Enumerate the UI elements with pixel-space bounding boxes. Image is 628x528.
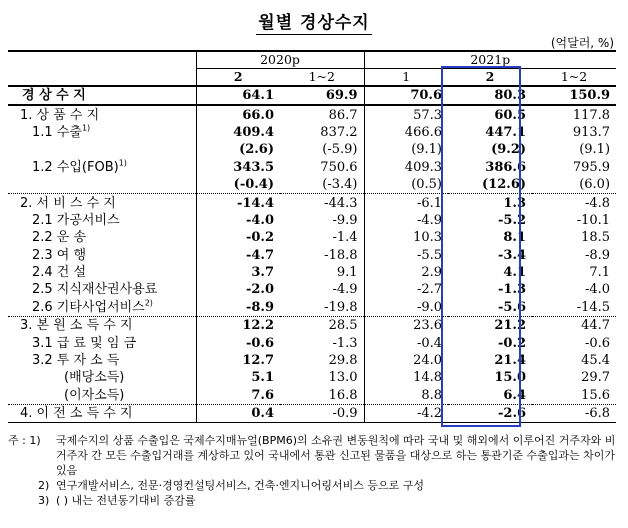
cell-value: -5.6 <box>498 299 527 315</box>
cell-value: -0.2 <box>498 335 527 351</box>
cell-value: (-3.4) <box>322 177 358 193</box>
cell-value: -0.4 <box>364 334 448 351</box>
row-label: (이자소득) <box>64 387 125 403</box>
cell-value: (9.1) <box>579 142 611 158</box>
cell-value: (-0.4) <box>196 176 280 194</box>
table-row <box>8 247 616 264</box>
cell-value: -6.1 <box>364 194 448 212</box>
footnote <box>8 478 620 493</box>
table-row <box>8 352 616 369</box>
header-row-months <box>8 69 616 87</box>
cell-value: 18.5 <box>581 230 611 246</box>
cell-value: 795.9 <box>572 159 611 175</box>
row-label: 2.2 운 송 <box>32 230 87 246</box>
cell-value: -9.9 <box>332 212 358 228</box>
cell-value: -0.2 <box>196 229 280 246</box>
cell-value: 409.3 <box>364 159 448 176</box>
table-row <box>8 176 616 194</box>
cell-value: 45.4 <box>581 353 611 369</box>
cell-value: -1.4 <box>332 230 358 246</box>
row-label: 2.4 건 설 <box>32 265 87 281</box>
col-header: 2 <box>448 69 532 87</box>
cell-value: 8.1 <box>503 230 527 246</box>
unit-label: (억달러, %) <box>550 36 614 50</box>
row-label <box>8 141 196 158</box>
footnote-text: 국제수지의 상품 수출입은 국제수지매뉴얼(BPM6)의 소유권 변동원칙에 따라 국내 및 해외에서 이루어진 거주자와 비거주자 간 모든 수출입거래를 계상하고 있어 국내에서 통관 신고된 물품을 대상으로 하는 통관기준 수출입과는 차이가 있음 <box>56 434 616 477</box>
table-row <box>8 334 616 351</box>
footnote-marker: 1) <box>81 123 91 133</box>
cell-value: -4.7 <box>196 247 280 264</box>
footnote <box>8 433 620 478</box>
footnote-key: 3) <box>38 494 50 507</box>
footnotes <box>8 433 620 508</box>
cell-value: -0.6 <box>584 335 611 351</box>
cell-value: 64.1 <box>196 86 280 105</box>
row-label: 2.5 지식재산권사용료 <box>32 282 158 298</box>
cell-value: -4.0 <box>196 212 280 229</box>
year-2021-header: 2021p <box>364 51 616 69</box>
cell-value: 80.3 <box>494 88 527 104</box>
cell-value: 12.7 <box>196 352 280 369</box>
row-label: (배당소득) <box>64 370 125 386</box>
cell-value: 837.2 <box>320 124 358 140</box>
cell-value: 8.8 <box>364 387 448 405</box>
cell-value: 3.7 <box>196 264 280 281</box>
cell-value: -0.6 <box>196 334 280 351</box>
cell-value: -9.0 <box>364 299 448 317</box>
cell-value: 6.4 <box>503 387 527 403</box>
footnote-marker: 1) <box>118 158 127 168</box>
row-label: 1. 상 품 수 지 <box>20 107 100 123</box>
cell-value: (9.1) <box>364 141 448 158</box>
table-row <box>8 281 616 298</box>
cell-value: -2.7 <box>364 281 448 298</box>
footnote-key: 2) <box>38 479 50 492</box>
cell-value: (0.5) <box>364 176 448 194</box>
cell-value: 913.7 <box>572 124 611 140</box>
cell-value: -1.3 <box>332 335 358 351</box>
table-row <box>8 86 616 105</box>
footnote-key: 주 : 1) <box>8 434 41 447</box>
table-row <box>8 387 616 405</box>
cell-value: 14.8 <box>364 369 448 386</box>
cell-value: 150.9 <box>569 88 611 104</box>
cell-value: 2.9 <box>364 264 448 281</box>
cell-value: 750.6 <box>320 159 358 175</box>
cell-value: -2.6 <box>498 406 527 422</box>
cell-value: -4.9 <box>332 282 358 298</box>
cell-value: 447.1 <box>485 124 527 140</box>
cell-value: (9.2) <box>491 142 527 158</box>
cell-value: 9.1 <box>336 265 358 281</box>
table-row <box>8 124 616 141</box>
table-row <box>8 264 616 281</box>
table-row <box>8 369 616 386</box>
cell-value: 409.4 <box>196 124 280 141</box>
current-account-table <box>8 50 616 423</box>
cell-value: (-5.9) <box>322 142 358 158</box>
table-row <box>8 229 616 246</box>
col-header: 1~2 <box>280 69 364 87</box>
cell-value: 386.6 <box>485 159 527 175</box>
cell-value: 13.0 <box>328 370 358 386</box>
cell-value: -6.8 <box>584 406 611 422</box>
col-header: 1~2 <box>532 69 616 87</box>
cell-value: 86.7 <box>328 107 358 123</box>
cell-value: -0.9 <box>332 406 358 422</box>
cell-value: -8.9 <box>196 299 280 317</box>
row-label: 3.2 투 자 소 득 <box>32 353 120 369</box>
cell-value: 21.2 <box>494 318 527 334</box>
cell-value: -1.3 <box>498 282 527 298</box>
cell-value: -18.8 <box>324 247 358 263</box>
col-header: 1 <box>364 69 448 87</box>
cell-value: 57.3 <box>364 105 448 123</box>
row-label: 3. 본 원 소 득 수 지 <box>20 318 133 334</box>
page-title: 월별 경상수지 <box>258 13 370 33</box>
cell-value: 7.1 <box>589 265 611 281</box>
cell-value: -3.4 <box>498 247 527 263</box>
cell-value: -14.5 <box>576 299 611 315</box>
cell-value: 15.0 <box>494 370 527 386</box>
cell-value: -14.4 <box>196 194 280 212</box>
row-label: 1.2 수입(FOB)$^{1)}$ <box>32 158 127 175</box>
cell-value: -4.2 <box>364 405 448 423</box>
table-row <box>8 299 616 317</box>
year-2020-header: 2020p <box>196 51 364 69</box>
cell-value: 15.6 <box>581 387 611 403</box>
cell-value: -5.5 <box>364 247 448 264</box>
cell-value: -4.8 <box>584 195 611 211</box>
cell-value: 23.6 <box>364 317 448 335</box>
row-label: 2.1 가공서비스 <box>32 212 120 228</box>
cell-value: 117.8 <box>572 107 611 123</box>
cell-value: 28.5 <box>328 318 358 334</box>
row-label: 2.6 기타사업서비스$^{2)}$ <box>32 298 153 315</box>
footnote-text: ( ) 내는 전년동기대비 증감률 <box>56 494 196 507</box>
cell-value: -19.8 <box>324 299 358 315</box>
cell-value: -4.9 <box>364 212 448 229</box>
table-row <box>8 194 616 212</box>
cell-value: 69.9 <box>325 88 358 104</box>
row-label: 4. 이 전 소 득 수 지 <box>20 406 133 422</box>
cell-value: 70.6 <box>364 86 448 105</box>
cell-value: 4.1 <box>503 265 527 281</box>
cell-value: -2.0 <box>196 281 280 298</box>
cell-value: 16.8 <box>328 387 358 403</box>
table-row <box>8 141 616 158</box>
row-label: 2.3 여 행 <box>32 247 87 263</box>
table-row <box>8 159 616 176</box>
row-label: 1.1 수출$^{1)}$ <box>32 123 91 140</box>
cell-value: (2.6) <box>196 141 280 158</box>
row-label: 경 상 수 지 <box>22 88 86 104</box>
table-row <box>8 405 616 423</box>
cell-value: 12.2 <box>196 317 280 335</box>
footnote-marker: 2) <box>144 298 153 308</box>
cell-value: 5.1 <box>196 369 280 386</box>
cell-value: 66.0 <box>196 105 280 123</box>
row-label: 3.1 급 료 및 임 금 <box>32 335 137 351</box>
cell-value: -4.0 <box>584 282 611 298</box>
cell-value: 44.7 <box>581 318 611 334</box>
cell-value: (6.0) <box>579 177 611 193</box>
cell-value: -10.1 <box>576 212 611 228</box>
cell-value: 29.7 <box>581 370 611 386</box>
table-row <box>8 317 616 335</box>
footnote <box>8 493 620 508</box>
cell-value: -5.2 <box>498 212 527 228</box>
cell-value: 7.6 <box>196 387 280 405</box>
table-row <box>8 212 616 229</box>
col-header: 2 <box>196 69 280 87</box>
cell-value: 29.8 <box>328 353 358 369</box>
row-label <box>8 176 196 194</box>
cell-value: 466.6 <box>364 124 448 141</box>
cell-value: (12.6) <box>482 177 527 193</box>
cell-value: 0.4 <box>196 405 280 423</box>
cell-value: 1.3 <box>503 195 527 211</box>
cell-value: 24.0 <box>364 352 448 369</box>
cell-value: 343.5 <box>196 159 280 176</box>
cell-value: 10.3 <box>364 229 448 246</box>
cell-value: -44.3 <box>324 195 358 211</box>
cell-value: 60.5 <box>494 107 527 123</box>
row-label: 2. 서 비 스 수 지 <box>20 195 116 211</box>
header-row-years <box>8 51 616 69</box>
footnote-text: 연구개발서비스, 전문·경영컨설팅서비스, 건축·엔지니어링서비스 등으로 구성 <box>56 479 425 492</box>
cell-value: 21.4 <box>494 353 527 369</box>
cell-value: -8.9 <box>584 247 611 263</box>
table-row <box>8 105 616 123</box>
